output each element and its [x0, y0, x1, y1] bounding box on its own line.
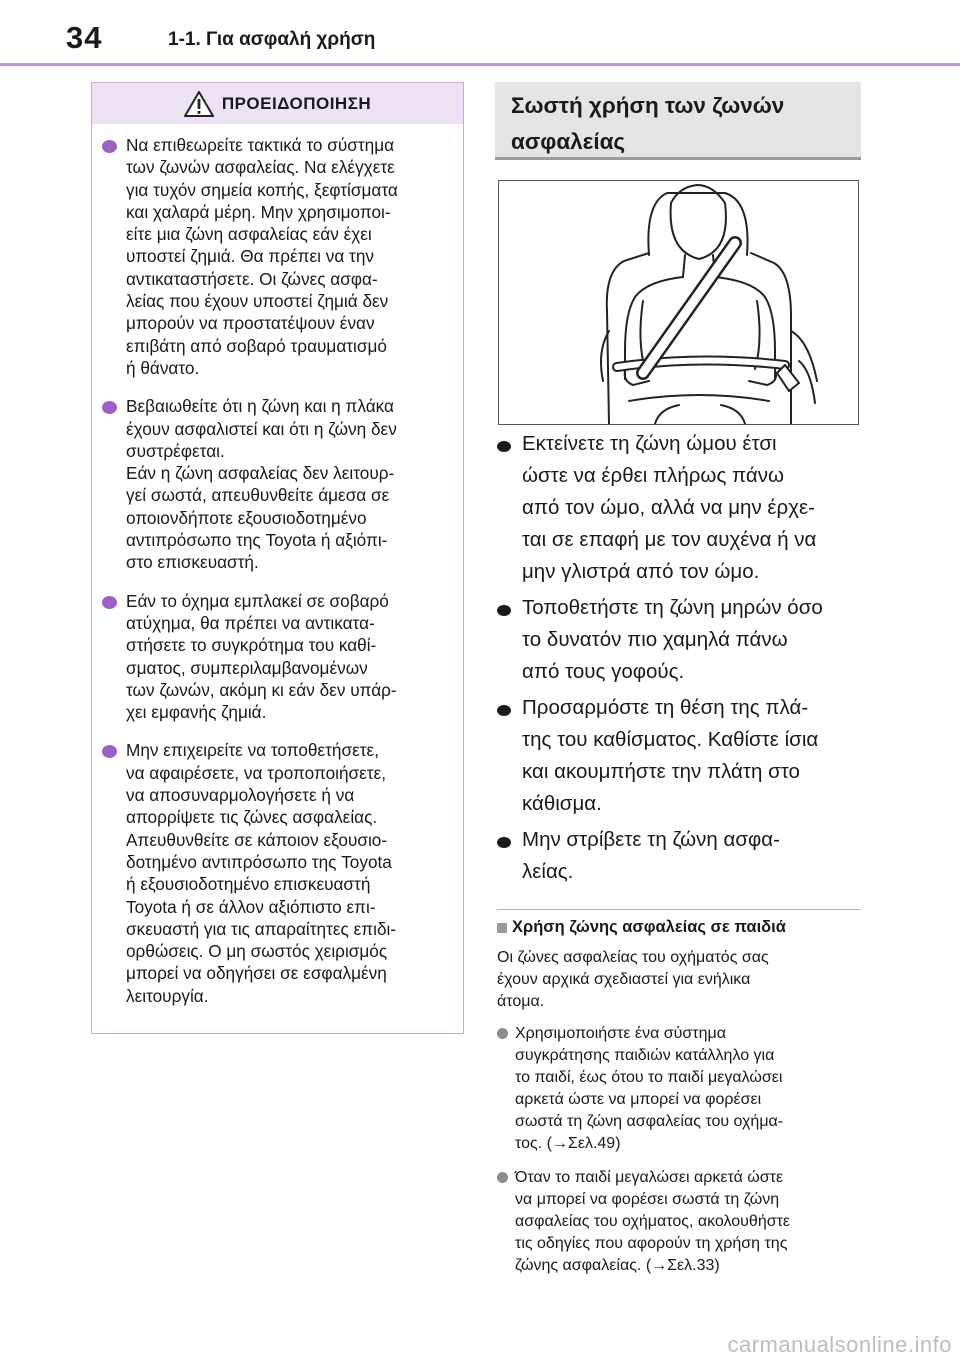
header-divider	[0, 63, 960, 66]
bullet-icon	[497, 1028, 508, 1039]
watermark: carmanualsonline.info	[727, 1332, 952, 1357]
list-item	[497, 1167, 865, 1277]
section-title: 1-1. Για ασφαλή χρήση	[168, 29, 376, 50]
subsection-heading	[497, 918, 786, 937]
list-item-text: Όταν το παιδί μεγαλώσει αρκετά ώστε να μπορεί να φορέσει σωστά τη ζώνη ασφαλείας του οχήματος, ακολουθήστε τις οδηγίες που αφορούν τη χρήση της ζώνης ασφαλείας. (→Σελ.33)	[515, 1169, 791, 1274]
warning-triangle-icon	[184, 91, 214, 117]
bullet-icon	[497, 441, 511, 452]
list-item	[497, 1023, 865, 1155]
seatbelt-illustration	[498, 180, 859, 425]
list-item	[497, 592, 867, 688]
warning-item	[102, 134, 449, 379]
page-header	[0, 0, 960, 66]
list-item	[497, 428, 867, 588]
bullet-icon	[497, 1172, 508, 1183]
warning-item-text: Να επιθεωρείτε τακτικά το σύστημα των ζωνών ασφαλείας. Να ελέγχετε για τυχόν σημεία κοπής, ξεφτίσματα και χαλαρά μέρη. Μην χρησιμοποι- είτε μια ζώνη ασφαλείας εάν έχει υποστεί ζημιά. Θα πρέπει να την αντικαταστήσετε. Οι ζώνες ασφα- λείας που έχουν υποστεί ζημιά δεν μπορούν να προστατέψουν έναν επιβάτη από σοβαρό τραυματισμό ή θάνατο.	[126, 135, 398, 378]
bullet-icon	[497, 605, 511, 616]
list-item	[497, 824, 867, 888]
list-item-text: Τοποθετήστε τη ζώνη μηρών όσο το δυνατόν πιο χαμηλά πάνω από τους γοφούς.	[522, 596, 823, 683]
subsection-title: Χρήση ζώνης ασφαλείας σε παιδιά	[512, 918, 786, 936]
bullet-icon	[497, 705, 511, 716]
warning-item-text: Βεβαιωθείτε ότι η ζώνη και η πλάκα έχουν ασφαλιστεί και ότι η ζώνη δεν συστρέφεται. Εάν η ζώνη ασφαλείας δεν λειτουρ- γεί σωστά, απευθυνθείτε άμεσα σε οποιονδήποτε εξουσιοδοτημένο αντιπρόσωπο της Toyota ή αξιόπι- στο επισκευαστή.	[126, 396, 397, 573]
main-instructions-list	[497, 428, 867, 892]
list-item	[497, 692, 867, 820]
warning-item	[102, 395, 449, 573]
warning-item	[102, 739, 449, 1007]
warning-item-text: Εάν το όχημα εμπλακεί σε σοβαρό ατύχημα, θα πρέπει να αντικατα- στήσετε το συγκρότημα του καθί- σματος, συμπεριλαμβανομένων των ζωνών, ακόμη κι εάν δεν υπάρ- χει εμφανής ζημιά.	[126, 590, 397, 723]
bullet-icon	[102, 401, 117, 414]
warning-item-text: Μην επιχειρείτε να τοποθετήσετε, να αφαιρέσετε, να τροποποιήσετε, να αποσυναρμολογήσετε ή να απορρίψετε τις ζώνες ασφαλείας. Απευθυνθείτε σε κάποιον εξουσιο- δοτημένο αντιπρόσωπο της Toyota ή εξουσιοδοτημένο επισκευαστή Toyota ή σε άλλον αξιόπιστο επι- σκευαστή για τις απαραίτητες επιδι- ορθώσεις. Ο μη σωστός χειρισμός μπορεί να οδηγήσει σε εσφαλμένη λειτουργία.	[126, 740, 397, 1006]
subsection-divider	[497, 909, 861, 910]
list-item-text: Προσαρμόστε τη θέση της πλά- της του καθίσματος. Καθίστε ίσια και ακουμπήστε την πλάτη στο κάθισμα.	[522, 696, 819, 815]
page-number: 34	[66, 20, 103, 55]
topic-heading	[495, 82, 861, 160]
warning-header	[92, 83, 463, 124]
bullet-icon	[102, 140, 117, 153]
warning-body	[92, 124, 463, 1007]
list-item-text: Χρησιμοποιήστε ένα σύστημα συγκράτησης παιδιών κατάλληλο για το παιδί, έως ότου το παιδί μεγαλώσει αρκετά ώστε να μπορεί να φορέσει σωστά τη ζώνη ασφαλείας του οχήμα- τος. (→Σελ.49)	[515, 1025, 784, 1152]
warning-title: ΠΡΟΕΙΔΟΠΟΙΗΣΗ	[221, 93, 372, 113]
children-list	[497, 1023, 865, 1289]
subsection-intro: Οι ζώνες ασφαλείας του οχήματός σας έχουν αρχικά σχεδιαστεί για ενήλικα άτομα.	[497, 949, 769, 1010]
warning-item	[102, 590, 449, 724]
person-wearing-seatbelt-drawing	[499, 181, 858, 424]
list-item-text: Μην στρίβετε τη ζώνη ασφα- λείας.	[522, 828, 780, 883]
list-item-text: Εκτείνετε τη ζώνη ώμου έτσι ώστε να έρθει πλήρως πάνω από τον ώμο, αλλά να μην έρχε- ται σε επαφή με τον αυχένα ή να μην γλιστρά από τον ώμο.	[522, 432, 817, 583]
warning-box	[91, 82, 464, 1034]
bullet-icon	[497, 837, 511, 848]
bullet-icon	[102, 745, 117, 758]
square-bullet-icon	[497, 923, 507, 933]
bullet-icon	[102, 596, 117, 609]
topic-title: Σωστή χρήση των ζωνών ασφαλείας	[511, 93, 785, 154]
